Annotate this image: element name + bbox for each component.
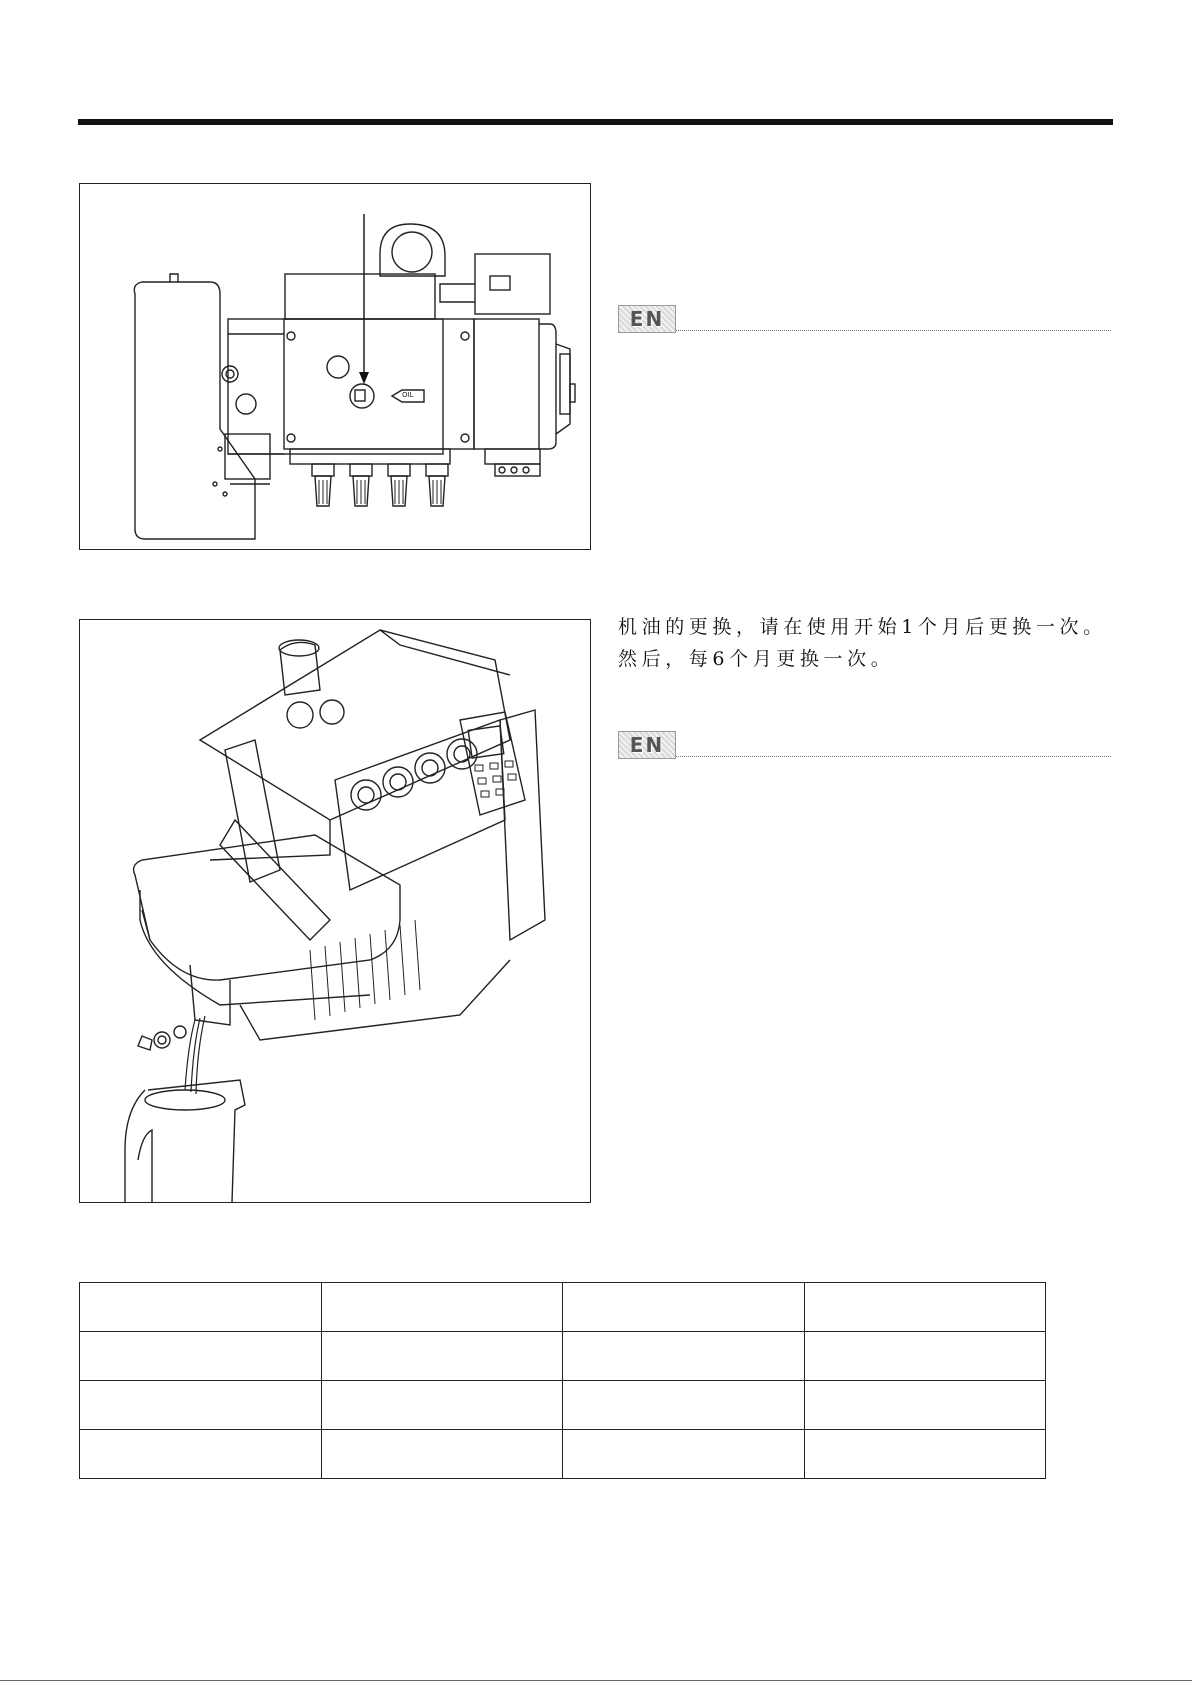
en-section-header-2	[618, 731, 1111, 759]
table-cell	[321, 1332, 563, 1381]
en-language-badge: EN	[618, 305, 676, 333]
oil-mark-label: OIL	[402, 391, 414, 399]
table-cell	[80, 1283, 322, 1332]
table-cell	[321, 1430, 563, 1479]
en-language-badge: EN	[618, 731, 676, 759]
table-row	[80, 1283, 1046, 1332]
oil-change-instruction: 机油的更换，请在使用开始1个月后更换一次。然后，每6个月更换一次。	[618, 616, 1107, 670]
table-row	[80, 1430, 1046, 1479]
machine-side-view-illustration	[80, 184, 590, 549]
table-row	[80, 1381, 1046, 1430]
oil-gauge-figure	[79, 183, 591, 550]
dotted-divider	[676, 330, 1111, 331]
oil-drain-figure	[79, 619, 591, 1203]
table-cell	[563, 1430, 805, 1479]
table-cell	[804, 1381, 1046, 1430]
header-rule	[78, 119, 1113, 125]
table-cell	[80, 1430, 322, 1479]
table-cell	[80, 1381, 322, 1430]
en-section-header-1	[618, 305, 1111, 333]
table-cell	[563, 1381, 805, 1430]
table-row	[80, 1332, 1046, 1381]
table-cell	[80, 1332, 322, 1381]
table-cell	[804, 1332, 1046, 1381]
table-cell	[804, 1283, 1046, 1332]
machine-oil-drain-illustration	[80, 620, 590, 1202]
table-cell	[563, 1283, 805, 1332]
table-cell	[804, 1430, 1046, 1479]
dotted-divider	[676, 756, 1111, 757]
table-cell	[321, 1283, 563, 1332]
table-cell	[321, 1381, 563, 1430]
specification-table	[79, 1282, 1046, 1479]
table-cell	[563, 1332, 805, 1381]
footer-rule	[0, 1680, 1192, 1681]
